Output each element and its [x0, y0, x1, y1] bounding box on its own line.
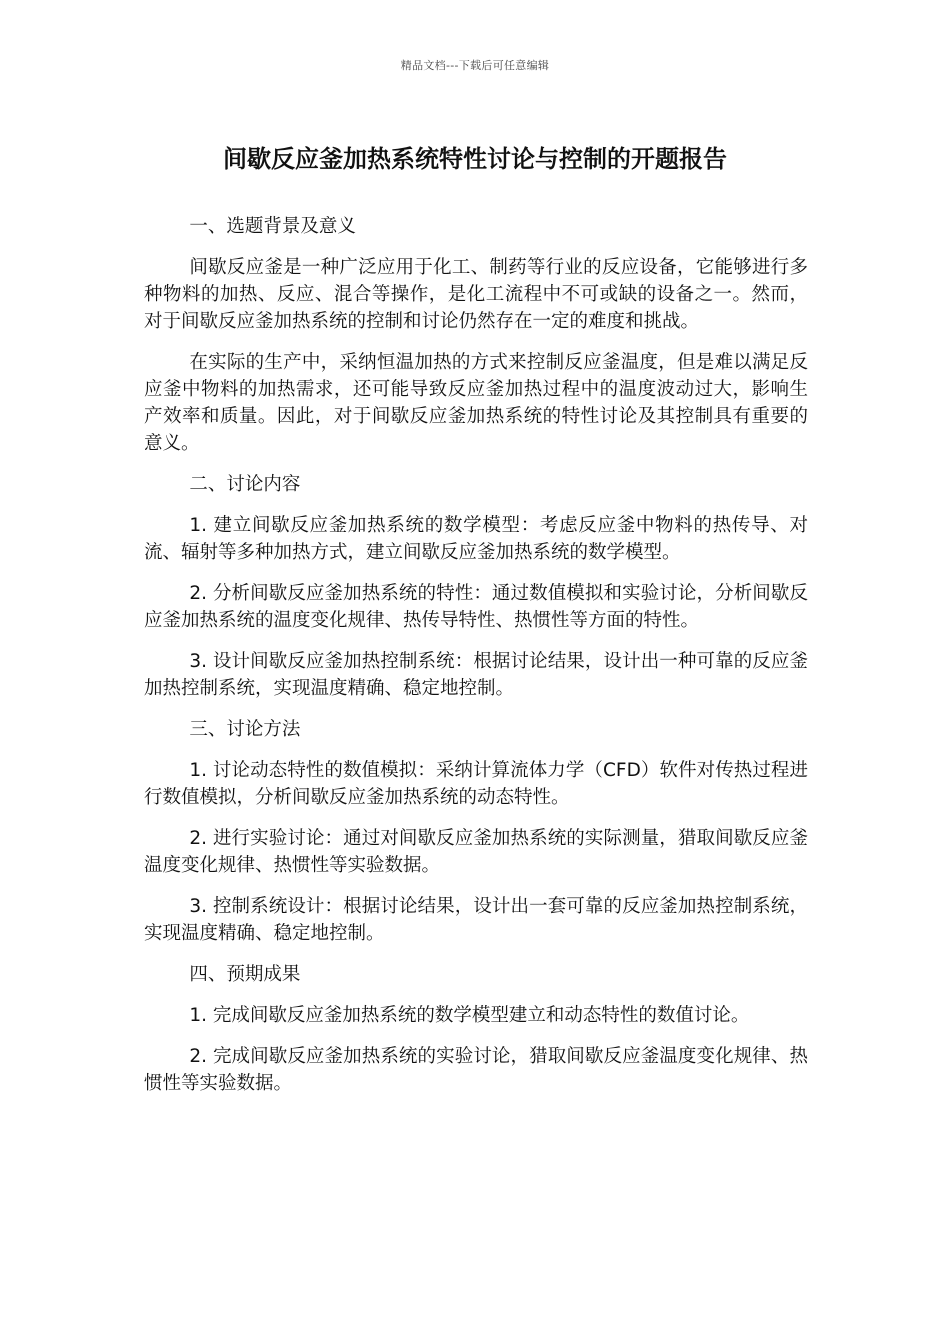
method-item-2: 2. 进行实验讨论：通过对间歇反应釜加热系统的实际测量，猎取间歇反应釜温度变化规律、热惯性等实验数据。 [144, 828, 808, 876]
results-item-1: 1. 完成间歇反应釜加热系统的数学模型建立和动态特性的数值讨论。 [189, 1005, 750, 1026]
method-item-3: 3. 控制系统设计：根据讨论结果，设计出一套可靠的反应釜加热控制系统，实现温度精确、稳定地控制。 [144, 896, 808, 944]
content-item-2: 2. 分析间歇反应釜加热系统的特性：通过数值模拟和实验讨论，分析间歇反应釜加热系统的温度变化规律、热传导特性、热惯性等方面的特性。 [144, 583, 808, 631]
section-heading-results: 四、预期成果 [189, 964, 301, 985]
content-item-1: 1. 建立间歇反应釜加热系统的数学模型：考虑反应釜中物料的热传导、对流、辐射等多种加热方式，建立间歇反应釜加热系统的数学模型。 [144, 515, 808, 563]
method-item-1: 1. 讨论动态特性的数值模拟：采纳计算流体力学（CFD）软件对传热过程进行数值模拟，分析间歇反应釜加热系统的动态特性。 [144, 760, 808, 808]
section-heading-background: 一、选题背景及意义 [189, 216, 356, 237]
section-heading-content: 二、讨论内容 [189, 474, 301, 495]
content-item-3: 3. 设计间歇反应釜加热控制系统：根据讨论结果，设计出一种可靠的反应釜加热控制系统，实现温度精确、稳定地控制。 [144, 651, 808, 699]
section-heading-method: 三、讨论方法 [189, 719, 301, 740]
paragraph-background-1: 间歇反应釜是一种广泛应用于化工、制药等行业的反应设备，它能够进行多种物料的加热、反应、混合等操作，是化工流程中不可或缺的设备之一。然而，对于间歇反应釜加热系统的控制和讨论仍然存在一定的难度和挑战。 [144, 257, 808, 332]
results-item-2: 2. 完成间歇反应釜加热系统的实验讨论，猎取间歇反应釜温度变化规律、热惯性等实验数据。 [144, 1046, 808, 1094]
running-header: 精品文档---下载后可任意编辑 [400, 59, 550, 72]
document-title: 间歇反应釜加热系统特性讨论与控制的开题报告 [223, 145, 727, 173]
paragraph-background-2: 在实际的生产中，采纳恒温加热的方式来控制反应釜温度，但是难以满足反应釜中物料的加热需求，还可能导致反应釜加热过程中的温度波动过大，影响生产效率和质量。因此，对于间歇反应釜加热系统的特性讨论及其控制具有重要的意义。 [144, 352, 808, 454]
document-body [144, 213, 808, 1111]
